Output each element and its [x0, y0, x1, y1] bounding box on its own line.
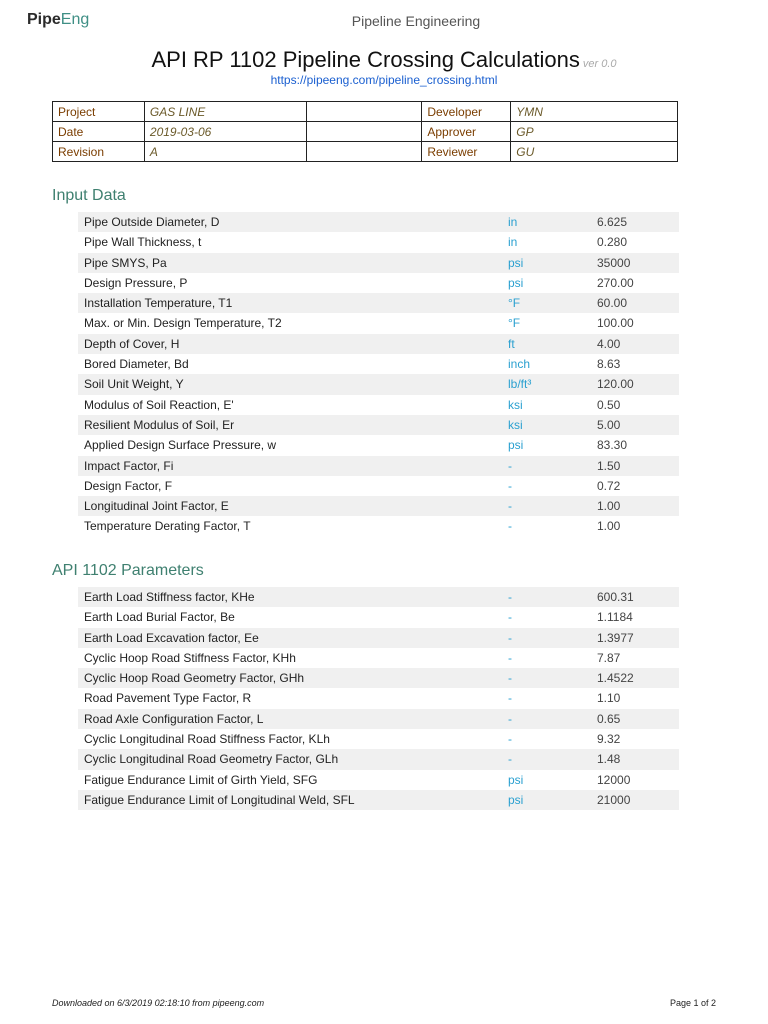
param-name: Applied Design Surface Pressure, w — [84, 438, 277, 453]
param-unit: - — [508, 630, 512, 645]
param-value: 100.00 — [597, 316, 634, 331]
api-1102-parameters-list — [78, 587, 679, 810]
list-item — [78, 415, 679, 435]
param-name: Earth Load Stiffness factor, KHe — [84, 590, 255, 604]
param-unit: - — [508, 610, 512, 625]
param-value: 1.4522 — [597, 671, 634, 686]
input-data-list — [78, 212, 679, 537]
param-name: Soil Unit Weight, Y — [84, 377, 184, 392]
param-value: 12000 — [597, 772, 631, 787]
empty-cell — [306, 102, 422, 122]
approver-label: Approver — [422, 122, 511, 142]
param-name: Longitudinal Joint Factor, E — [84, 499, 229, 514]
param-name: Resilient Modulus of Soil, Er — [84, 417, 235, 432]
param-name: Pipe SMYS, Pa — [84, 255, 167, 270]
project-value: GAS LINE — [144, 102, 306, 122]
param-value: 83.30 — [597, 438, 628, 453]
list-item — [78, 648, 679, 668]
param-name: Cyclic Hoop Road Geometry Factor, GHh — [84, 671, 305, 686]
param-name: Cyclic Hoop Road Stiffness Factor, KHh — [84, 650, 296, 665]
param-value: 0.72 — [597, 478, 621, 493]
list-item — [78, 516, 679, 536]
reviewer-label: Reviewer — [422, 142, 511, 162]
param-name: Temperature Derating Factor, T — [84, 519, 251, 534]
param-value: 1.50 — [597, 458, 621, 473]
list-item — [78, 790, 679, 810]
list-item — [78, 729, 679, 749]
list-item — [78, 212, 679, 232]
param-value: 0.280 — [597, 235, 628, 250]
param-unit: psi — [508, 275, 524, 290]
list-item — [78, 354, 679, 374]
param-unit: °F — [508, 296, 521, 311]
list-item — [78, 628, 679, 648]
param-name: Installation Temperature, T1 — [84, 296, 233, 311]
param-name: Road Axle Configuration Factor, L — [84, 711, 264, 726]
param-value: 4.00 — [597, 336, 621, 351]
table-row — [53, 102, 678, 122]
param-name: Depth of Cover, H — [84, 336, 180, 351]
param-unit: psi — [508, 772, 524, 787]
param-name: Fatigue Endurance Limit of Girth Yield, SFG — [84, 772, 318, 787]
list-item — [78, 607, 679, 627]
param-unit: - — [508, 499, 512, 514]
list-item — [78, 374, 679, 394]
list-item — [78, 253, 679, 273]
param-unit: psi — [508, 255, 524, 270]
param-name: Design Pressure, P — [84, 275, 188, 290]
list-item — [78, 476, 679, 496]
reviewer-value: GU — [511, 142, 678, 162]
download-info: Downloaded on 6/3/2019 02:18:10 from pipeeng.com — [52, 998, 265, 1008]
param-name: Design Factor, F — [84, 478, 173, 493]
param-unit: psi — [508, 792, 524, 807]
param-value: 21000 — [597, 792, 631, 807]
list-item — [78, 496, 679, 516]
list-item — [78, 435, 679, 455]
param-name: Impact Factor, Fi — [84, 458, 174, 473]
param-unit: ksi — [508, 417, 523, 432]
param-value: 8.63 — [597, 357, 621, 372]
param-name: Pipe Outside Diameter, D — [84, 215, 220, 229]
site-title: Pipeline Engineering — [351, 13, 481, 29]
param-value: 120.00 — [597, 377, 634, 392]
document-title-block — [0, 47, 768, 73]
empty-cell — [306, 142, 422, 162]
param-name: Earth Load Burial Factor, Be — [84, 610, 235, 625]
list-item — [78, 709, 679, 729]
param-value: 7.87 — [597, 650, 621, 665]
list-item — [78, 273, 679, 293]
param-value: 1.3977 — [597, 630, 634, 645]
empty-cell — [306, 122, 422, 142]
param-unit: - — [508, 458, 512, 473]
list-item — [78, 456, 679, 476]
list-item — [78, 293, 679, 313]
developer-label: Developer — [422, 102, 511, 122]
param-unit: - — [508, 732, 512, 747]
version-label: ver 0.0 — [582, 58, 617, 70]
page-number: Page 1 of 2 — [669, 998, 716, 1008]
param-unit: °F — [508, 316, 521, 331]
param-unit: psi — [508, 438, 524, 453]
list-item — [78, 668, 679, 688]
list-item — [78, 688, 679, 708]
param-unit: ft — [508, 336, 515, 351]
param-unit: - — [508, 650, 512, 665]
revision-value: A — [144, 142, 306, 162]
date-value: 2019-03-06 — [144, 122, 306, 142]
param-value: 9.32 — [597, 732, 621, 747]
param-unit: in — [508, 235, 518, 250]
param-name: Bored Diameter, Bd — [84, 357, 189, 372]
param-unit: - — [508, 711, 512, 726]
table-row — [53, 122, 678, 142]
param-unit: in — [508, 215, 518, 229]
param-name: Max. or Min. Design Temperature, T2 — [84, 316, 282, 331]
param-unit: inch — [508, 357, 531, 372]
param-value: 1.48 — [597, 752, 621, 767]
param-unit: - — [508, 752, 512, 767]
param-name: Fatigue Endurance Limit of Longitudinal Weld, SFL — [84, 792, 355, 807]
param-unit: - — [508, 590, 512, 604]
param-unit: ksi — [508, 397, 523, 412]
param-value: 1.00 — [597, 519, 621, 534]
date-label: Date — [53, 122, 145, 142]
param-unit: - — [508, 671, 512, 686]
list-item — [78, 770, 679, 790]
param-value: 35000 — [597, 255, 631, 270]
param-value: 1.00 — [597, 499, 621, 514]
param-unit: - — [508, 478, 512, 493]
param-value: 60.00 — [597, 296, 628, 311]
list-item — [78, 395, 679, 415]
param-value: 6.625 — [597, 215, 628, 229]
project-label: Project — [53, 102, 145, 122]
document-title: API RP 1102 Pipeline Crossing Calculations — [151, 47, 580, 72]
param-unit: - — [508, 519, 512, 534]
revision-label: Revision — [53, 142, 145, 162]
param-value: 270.00 — [597, 275, 634, 290]
logo-part1: Pipe — [27, 11, 61, 28]
input-data-heading: Input Data — [52, 187, 126, 204]
api-1102-parameters-heading: API 1102 Parameters — [52, 562, 204, 579]
param-value: 0.65 — [597, 711, 621, 726]
list-item — [78, 232, 679, 252]
param-name: Modulus of Soil Reaction, E' — [84, 397, 234, 412]
project-info-table — [52, 101, 678, 162]
list-item — [78, 334, 679, 354]
table-row — [53, 142, 678, 162]
list-item — [78, 587, 679, 607]
param-value: 1.1184 — [597, 610, 633, 625]
param-value: 5.00 — [597, 417, 621, 432]
param-unit: - — [508, 691, 512, 706]
param-value: 1.10 — [597, 691, 621, 706]
param-name: Earth Load Excavation factor, Ee — [84, 630, 259, 645]
list-item — [78, 749, 679, 769]
logo-part2: Eng — [60, 11, 90, 28]
list-item — [78, 313, 679, 333]
param-value: 0.50 — [597, 397, 621, 412]
document-url-link[interactable]: https://pipeeng.com/pipeline_crossing.html — [270, 73, 498, 87]
param-name: Pipe Wall Thickness, t — [84, 235, 202, 250]
approver-value: GP — [511, 122, 678, 142]
developer-value: YMN — [511, 102, 678, 122]
param-name: Road Pavement Type Factor, R — [84, 691, 252, 706]
param-name: Cyclic Longitudinal Road Stiffness Factor, KLh — [84, 732, 330, 747]
param-value: 600.31 — [597, 590, 634, 604]
param-name: Cyclic Longitudinal Road Geometry Factor, GLh — [84, 752, 339, 767]
param-unit: lb/ft³ — [508, 377, 532, 392]
